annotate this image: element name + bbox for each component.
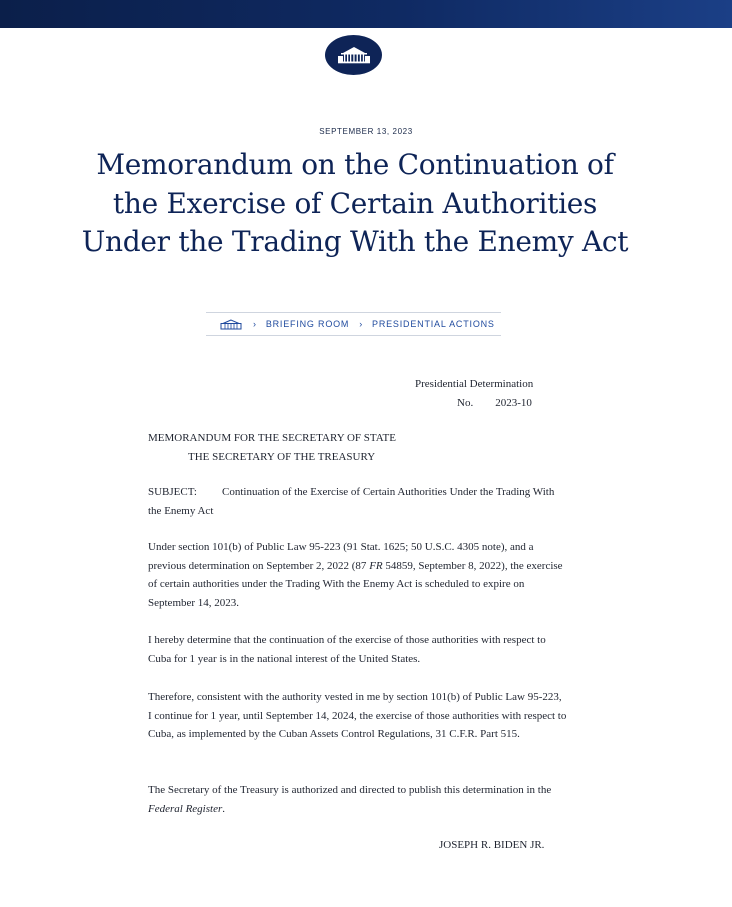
paragraph-1-text: Under section 101(b) of Public Law 95-223 (91 Stat. 1625; 50 U.S.C. 4305 note), and a previous determination on September 2, 2022 (87 bbox=[148, 541, 534, 572]
subject-line bbox=[148, 483, 568, 520]
top-banner bbox=[0, 0, 732, 28]
white-house-seal-icon[interactable] bbox=[325, 35, 382, 75]
paragraph-1-text-end: 54859, September 8, 2022), the exercise of certain authorities under the Trading With the Enemy Act is scheduled to expire on September 14, 2023. bbox=[148, 559, 563, 609]
determination-number bbox=[457, 394, 532, 413]
paragraph-1 bbox=[148, 538, 568, 612]
paragraph-2: I hereby determine that the continuation of the exercise of those authorities with respect to Cuba for 1 year is in the national interest of the United States. bbox=[148, 634, 546, 665]
white-house-icon bbox=[337, 45, 371, 65]
breadcrumb-briefing-room-link[interactable]: BRIEFING ROOM bbox=[265, 319, 350, 329]
breadcrumb-presidential-actions-link[interactable]: PRESIDENTIAL ACTIONS bbox=[372, 319, 495, 329]
chevron-right-icon: › bbox=[359, 319, 364, 329]
determination-no-label: No. bbox=[457, 397, 474, 409]
paragraph-4 bbox=[148, 781, 568, 818]
memo-recipient-line-2: THE SECRETARY OF THE TREASURY bbox=[188, 451, 376, 463]
paragraph-4-text: The Secretary of the Treasury is authorized and directed to publish this determination in the bbox=[148, 784, 552, 796]
breadcrumb bbox=[206, 312, 501, 336]
paragraph-1-ref: FR bbox=[369, 559, 383, 572]
federal-register-ref: Federal Register bbox=[148, 802, 223, 815]
paragraph-4-text-end: . bbox=[222, 802, 225, 815]
chevron-right-icon: › bbox=[253, 319, 257, 329]
breadcrumb-home-icon[interactable] bbox=[219, 319, 243, 330]
page-title: Memorandum on the Continuation of the Exercise of Certain Authorities Under the Trading With the Enemy Act bbox=[81, 148, 629, 258]
paragraph-3: Therefore, consistent with the authority vested in me by section 101(b) of Public Law 95-223, I continue for 1 year, until September 14, 2024, the exercise of those authorities with respect to Cuba, as implemented by the Cuban Assets Control Regulations, 31 C.F.R. Part 515. bbox=[148, 691, 567, 740]
memo-recipient-line-1: MEMORANDUM FOR THE SECRETARY OF STATE bbox=[148, 432, 396, 444]
white-house-icon bbox=[219, 319, 243, 330]
determination-no-value: 2023-10 bbox=[495, 397, 532, 409]
subject-text: Continuation of the Exercise of Certain Authorities Under the Trading With the Enemy Act bbox=[148, 486, 555, 517]
determination-label: Presidential Determination bbox=[415, 378, 534, 390]
publish-date: SEPTEMBER 13, 2023 bbox=[319, 127, 413, 136]
signature: JOSEPH R. BIDEN JR. bbox=[439, 839, 545, 851]
subject-label: SUBJECT: bbox=[148, 486, 197, 498]
